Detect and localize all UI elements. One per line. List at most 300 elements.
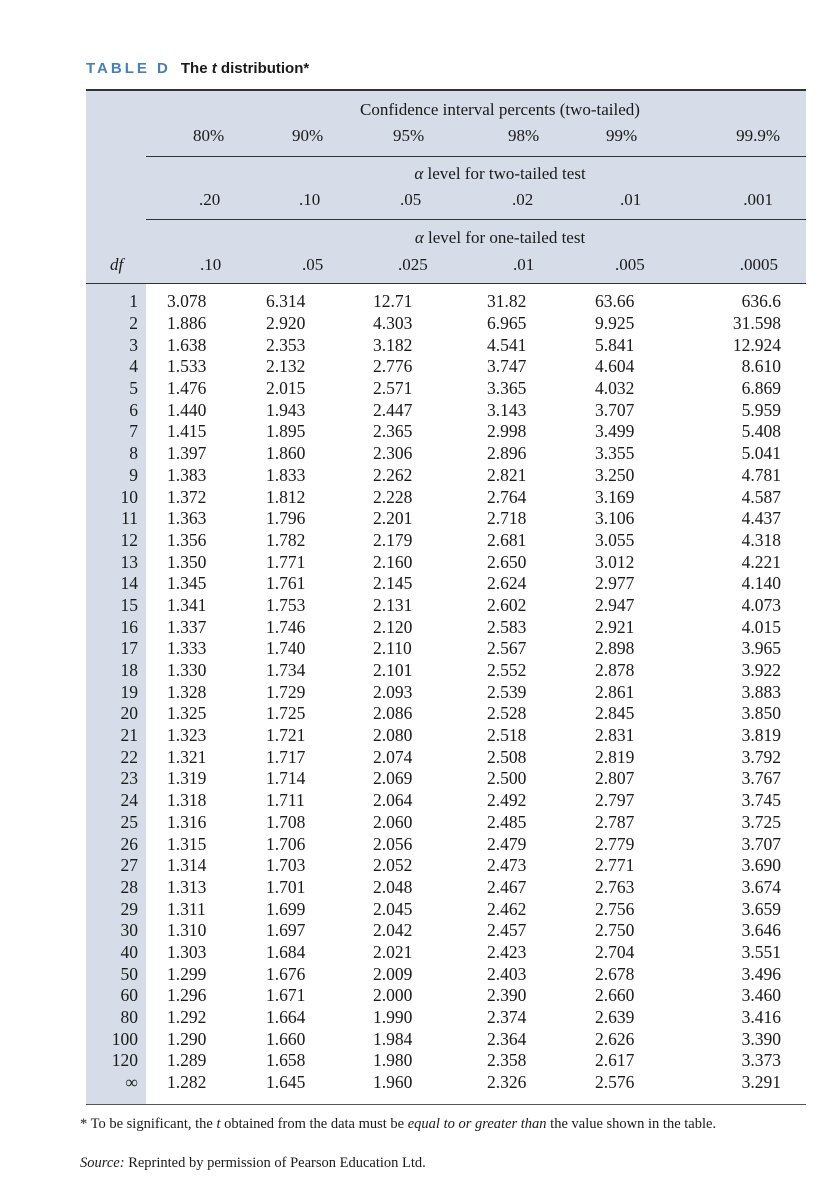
critical-value-cell: 2.704 — [595, 941, 635, 962]
critical-value-cell: 2.009 — [373, 963, 413, 984]
critical-value-cell: 2.086 — [373, 703, 413, 724]
critical-value-cell: 1.721 — [266, 725, 306, 746]
critical-value-cell: 2.660 — [595, 985, 635, 1006]
critical-value-cell: 2.132 — [266, 356, 306, 377]
critical-value-cell: 1.860 — [266, 443, 306, 464]
one-tailed-level-2: .025 — [398, 255, 428, 274]
critical-value-cell: 1.318 — [167, 790, 207, 811]
critical-value-cell: 1.699 — [266, 898, 306, 919]
critical-value-cell: 2.160 — [373, 551, 413, 572]
df-label: df — [110, 255, 124, 274]
table-row — [86, 573, 806, 595]
source-note: Source: Reprinted by permission of Pearson Education Ltd. — [80, 1155, 426, 1171]
critical-value-cell: 2.056 — [373, 833, 413, 854]
critical-value-cell: 2.807 — [595, 768, 635, 789]
critical-value-cell: 6.314 — [266, 291, 306, 312]
critical-value-cell: 1.356 — [167, 529, 207, 550]
critical-value-cell: 3.707 — [741, 833, 781, 854]
critical-value-cell: 1.684 — [266, 941, 306, 962]
critical-value-cell: 3.819 — [741, 725, 781, 746]
df-cell: 9 — [129, 464, 138, 485]
critical-value-cell: 2.467 — [487, 876, 527, 897]
table-row — [86, 399, 806, 421]
one-tailed-level-5: .0005 — [739, 255, 778, 274]
df-cell: 12 — [120, 529, 138, 550]
table-row — [86, 877, 806, 899]
critical-value-cell: 2.583 — [487, 616, 527, 637]
critical-value-cell: 2.110 — [373, 638, 412, 659]
critical-value-cell: 2.374 — [487, 1007, 527, 1028]
critical-value-cell: 2.000 — [373, 985, 413, 1006]
table-row — [86, 530, 806, 552]
table-row — [86, 443, 806, 465]
critical-value-cell: 3.416 — [741, 1007, 781, 1028]
table-row — [86, 551, 806, 573]
critical-value-cell: 3.012 — [595, 551, 635, 572]
table-row — [86, 855, 806, 877]
critical-value-cell: 1.282 — [167, 1072, 207, 1093]
critical-value-cell: 2.896 — [487, 443, 527, 464]
table-row — [86, 291, 806, 313]
critical-value-cell: 5.408 — [741, 421, 781, 442]
critical-value-cell: 1.638 — [167, 334, 207, 355]
df-cell: 3 — [129, 334, 138, 355]
critical-value-cell: 1.984 — [373, 1028, 413, 1049]
critical-value-cell: 4.587 — [741, 486, 781, 507]
top-rule — [86, 89, 806, 91]
df-cell: 16 — [120, 616, 138, 637]
critical-value-cell: 2.602 — [487, 594, 527, 615]
critical-value-cell: 2.821 — [487, 464, 527, 485]
table-row — [86, 486, 806, 508]
critical-value-cell: 2.977 — [595, 573, 635, 594]
critical-value-cell: 12.924 — [732, 334, 781, 355]
critical-value-cell: 3.143 — [487, 399, 527, 420]
critical-value-cell: 3.883 — [741, 681, 781, 702]
df-cell: 13 — [120, 551, 138, 572]
df-cell: 120 — [111, 1050, 138, 1071]
two-tailed-title: α level for two-tailed test — [414, 164, 586, 183]
critical-value-cell: 3.355 — [595, 443, 635, 464]
critical-value-cell: 1.310 — [167, 920, 207, 941]
header-bottom-rule — [86, 283, 806, 284]
critical-value-cell: 1.960 — [373, 1072, 413, 1093]
critical-value-cell: 1.943 — [266, 399, 306, 420]
critical-value-cell: 1.296 — [167, 985, 207, 1006]
critical-value-cell: 2.048 — [373, 876, 413, 897]
critical-value-cell: 1.397 — [167, 443, 207, 464]
critical-value-cell: 2.364 — [487, 1028, 527, 1049]
critical-value-cell: 2.567 — [487, 638, 527, 659]
critical-value-cell: 6.965 — [487, 313, 527, 334]
t-distribution-table — [86, 291, 806, 1093]
table-row — [86, 725, 806, 747]
critical-value-cell: 1.321 — [167, 746, 207, 767]
critical-value-cell: 3.767 — [741, 768, 781, 789]
critical-value-cell: 2.473 — [487, 855, 527, 876]
critical-value-cell: 2.462 — [487, 898, 527, 919]
df-cell: ∞ — [125, 1072, 138, 1093]
critical-value-cell: 2.479 — [487, 833, 527, 854]
two-tailed-rule — [146, 219, 806, 220]
critical-value-cell: 1.476 — [167, 378, 207, 399]
critical-value-cell: 2.093 — [373, 681, 413, 702]
critical-value-cell: 2.861 — [595, 681, 635, 702]
critical-value-cell: 2.617 — [595, 1050, 635, 1071]
df-cell: 23 — [120, 768, 138, 789]
critical-value-cell: 2.797 — [595, 790, 635, 811]
critical-value-cell: 1.740 — [266, 638, 306, 659]
critical-value-cell: 2.447 — [373, 399, 413, 420]
table-row — [86, 421, 806, 443]
table-row — [86, 898, 806, 920]
critical-value-cell: 1.533 — [167, 356, 207, 377]
critical-value-cell: 3.055 — [595, 529, 635, 550]
critical-value-cell: 2.776 — [373, 356, 413, 377]
critical-value-cell: 2.179 — [373, 529, 413, 550]
df-cell: 24 — [120, 790, 138, 811]
critical-value-cell: 1.717 — [266, 746, 306, 767]
critical-value-cell: 3.922 — [741, 660, 781, 681]
critical-value-cell: 1.415 — [167, 421, 207, 442]
critical-value-cell: 2.678 — [595, 963, 635, 984]
critical-value-cell: 1.363 — [167, 508, 207, 529]
confidence-title: Confidence interval percents (two-tailed) — [360, 100, 640, 119]
df-cell: 27 — [120, 855, 138, 876]
two-tailed-level-3: .02 — [512, 190, 534, 209]
critical-value-cell: 3.460 — [741, 985, 781, 1006]
table-title — [86, 60, 309, 77]
table-row — [86, 1050, 806, 1072]
df-cell: 50 — [120, 963, 138, 984]
table-row — [86, 356, 806, 378]
critical-value-cell: 2.500 — [487, 768, 527, 789]
table-row — [86, 746, 806, 768]
critical-value-cell: 1.676 — [266, 963, 306, 984]
critical-value-cell: 4.604 — [595, 356, 635, 377]
critical-value-cell: 1.350 — [167, 551, 207, 572]
critical-value-cell: 4.318 — [741, 529, 781, 550]
critical-value-cell: 3.674 — [741, 876, 781, 897]
critical-value-cell: 1.711 — [266, 790, 305, 811]
critical-value-cell: 3.496 — [741, 963, 781, 984]
table-row — [86, 595, 806, 617]
critical-value-cell: 2.015 — [266, 378, 306, 399]
critical-value-cell: 3.747 — [487, 356, 527, 377]
one-tailed-title: α level for one-tailed test — [414, 228, 586, 247]
table-row — [86, 378, 806, 400]
critical-value-cell: 1.725 — [266, 703, 306, 724]
critical-value-cell: 3.690 — [741, 855, 781, 876]
df-cell: 11 — [121, 508, 138, 529]
critical-value-cell: 3.365 — [487, 378, 527, 399]
table-row — [86, 313, 806, 335]
critical-value-cell: 1.812 — [266, 486, 306, 507]
critical-value-cell: 1.714 — [266, 768, 306, 789]
critical-value-cell: 1.796 — [266, 508, 306, 529]
critical-value-cell: 1.658 — [266, 1050, 306, 1071]
critical-value-cell: 2.145 — [373, 573, 413, 594]
critical-value-cell: 2.403 — [487, 963, 527, 984]
df-cell: 29 — [120, 898, 138, 919]
critical-value-cell: 3.250 — [595, 464, 635, 485]
confidence-level-4: 99% — [606, 126, 638, 145]
df-cell: 60 — [120, 985, 138, 1006]
critical-value-cell: 2.492 — [487, 790, 527, 811]
critical-value-cell: 2.750 — [595, 920, 635, 941]
df-cell: 20 — [120, 703, 138, 724]
critical-value-cell: 2.571 — [373, 378, 413, 399]
critical-value-cell: 3.659 — [741, 898, 781, 919]
df-cell: 1 — [129, 291, 138, 312]
critical-value-cell: 1.330 — [167, 660, 207, 681]
critical-value-cell: 2.060 — [373, 811, 413, 832]
df-cell: 28 — [120, 876, 138, 897]
two-tailed-level-2: .05 — [400, 190, 422, 209]
df-cell: 17 — [120, 638, 138, 659]
critical-value-cell: 3.499 — [595, 421, 635, 442]
critical-value-cell: 1.383 — [167, 464, 207, 485]
table-row — [86, 963, 806, 985]
bottom-rule — [86, 1104, 806, 1105]
df-cell: 18 — [120, 660, 138, 681]
critical-value-cell: 2.921 — [595, 616, 635, 637]
critical-value-cell: 3.725 — [741, 811, 781, 832]
critical-value-cell: 1.703 — [266, 855, 306, 876]
critical-value-cell: 1.734 — [266, 660, 306, 681]
critical-value-cell: 1.645 — [266, 1072, 306, 1093]
critical-value-cell: 1.313 — [167, 876, 207, 897]
critical-value-cell: 9.925 — [595, 313, 635, 334]
df-cell: 21 — [120, 725, 138, 746]
df-cell: 15 — [120, 594, 138, 615]
table-row — [86, 660, 806, 682]
critical-value-cell: 2.358 — [487, 1050, 527, 1071]
confidence-level-0: 80% — [193, 126, 225, 145]
critical-value-cell: 5.041 — [741, 443, 781, 464]
critical-value-cell: 2.457 — [487, 920, 527, 941]
critical-value-cell: 3.707 — [595, 399, 635, 420]
df-cell: 22 — [120, 746, 138, 767]
critical-value-cell: 3.106 — [595, 508, 635, 529]
critical-value-cell: 3.182 — [373, 334, 413, 355]
critical-value-cell: 2.120 — [373, 616, 413, 637]
critical-value-cell: 2.390 — [487, 985, 527, 1006]
table-row — [86, 1072, 806, 1094]
table-row — [86, 812, 806, 834]
critical-value-cell: 2.365 — [373, 421, 413, 442]
df-cell: 14 — [120, 573, 138, 594]
table-row — [86, 790, 806, 812]
critical-value-cell: 3.169 — [595, 486, 635, 507]
critical-value-cell: 2.021 — [373, 941, 413, 962]
critical-value-cell: 5.841 — [595, 334, 635, 355]
confidence-rule — [146, 156, 806, 157]
critical-value-cell: 2.763 — [595, 876, 635, 897]
critical-value-cell: 63.66 — [595, 291, 635, 312]
critical-value-cell: 2.326 — [487, 1072, 527, 1093]
critical-value-cell: 4.015 — [741, 616, 781, 637]
critical-value-cell: 2.228 — [373, 486, 413, 507]
critical-value-cell: 1.372 — [167, 486, 207, 507]
critical-value-cell: 1.292 — [167, 1007, 207, 1028]
table-row — [86, 920, 806, 942]
critical-value-cell: 2.650 — [487, 551, 527, 572]
df-cell: 2 — [129, 313, 138, 334]
critical-value-cell: 1.440 — [167, 399, 207, 420]
critical-value-cell: 4.541 — [487, 334, 527, 355]
table-row — [86, 703, 806, 725]
footnote: * To be significant, the t obtained from the data must be equal to or greater than the value shown in the table. — [80, 1116, 717, 1132]
critical-value-cell: 1.782 — [266, 529, 306, 550]
critical-value-cell: 1.333 — [167, 638, 207, 659]
one-tailed-level-4: .005 — [615, 255, 645, 274]
one-tailed-level-1: .05 — [302, 255, 324, 274]
critical-value-cell: 2.101 — [373, 660, 413, 681]
critical-value-cell: 3.390 — [741, 1028, 781, 1049]
critical-value-cell: 3.551 — [741, 941, 781, 962]
critical-value-cell: 1.328 — [167, 681, 207, 702]
critical-value-cell: 1.753 — [266, 594, 306, 615]
table-row — [86, 833, 806, 855]
critical-value-cell: 2.508 — [487, 746, 527, 767]
critical-value-cell: 2.718 — [487, 508, 527, 529]
df-cell: 19 — [120, 681, 138, 702]
df-cell: 30 — [120, 920, 138, 941]
table-row — [86, 638, 806, 660]
confidence-level-2: 95% — [393, 126, 425, 145]
df-cell: 26 — [120, 833, 138, 854]
table-row — [86, 985, 806, 1007]
critical-value-cell: 2.080 — [373, 725, 413, 746]
critical-value-cell: 2.045 — [373, 898, 413, 919]
critical-value-cell: 2.539 — [487, 681, 527, 702]
critical-value-cell: 2.131 — [373, 594, 413, 615]
critical-value-cell: 2.485 — [487, 811, 527, 832]
critical-value-cell: 2.681 — [487, 529, 527, 550]
critical-value-cell: 1.341 — [167, 594, 207, 615]
table-body — [86, 291, 806, 1093]
df-cell: 8 — [129, 443, 138, 464]
critical-value-cell: 1.311 — [167, 898, 206, 919]
critical-value-cell: 1.761 — [266, 573, 306, 594]
critical-value-cell: 1.323 — [167, 725, 207, 746]
critical-value-cell: 2.771 — [595, 855, 635, 876]
critical-value-cell: 1.325 — [167, 703, 207, 724]
critical-value-cell: 2.518 — [487, 725, 527, 746]
critical-value-cell: 2.306 — [373, 443, 413, 464]
critical-value-cell: 2.787 — [595, 811, 635, 832]
critical-value-cell: 3.965 — [741, 638, 781, 659]
critical-value-cell: 2.552 — [487, 660, 527, 681]
critical-value-cell: 6.869 — [741, 378, 781, 399]
critical-value-cell: 2.042 — [373, 920, 413, 941]
critical-value-cell: 1.290 — [167, 1028, 207, 1049]
table-row — [86, 768, 806, 790]
critical-value-cell: 2.262 — [373, 464, 413, 485]
confidence-level-5: 99.9% — [736, 126, 780, 145]
critical-value-cell: 3.373 — [741, 1050, 781, 1071]
one-tailed-level-3: .01 — [513, 255, 535, 274]
critical-value-cell: 1.303 — [167, 941, 207, 962]
critical-value-cell: 1.990 — [373, 1007, 413, 1028]
critical-value-cell: 1.886 — [167, 313, 207, 334]
critical-value-cell: 2.779 — [595, 833, 635, 854]
df-cell: 7 — [129, 421, 138, 442]
table-row — [86, 334, 806, 356]
critical-value-cell: 2.831 — [595, 725, 635, 746]
critical-value-cell: 4.303 — [373, 313, 413, 334]
two-tailed-level-1: .10 — [299, 190, 321, 209]
critical-value-cell: 4.032 — [595, 378, 635, 399]
critical-value-cell: 2.074 — [373, 746, 413, 767]
df-cell: 10 — [120, 486, 138, 507]
df-cell: 4 — [129, 356, 138, 377]
df-cell: 25 — [120, 811, 138, 832]
critical-value-cell: 1.299 — [167, 963, 207, 984]
critical-value-cell: 2.626 — [595, 1028, 635, 1049]
critical-value-cell: 2.423 — [487, 941, 527, 962]
critical-value-cell: 1.729 — [266, 681, 306, 702]
df-cell: 80 — [120, 1007, 138, 1028]
table-row — [86, 681, 806, 703]
critical-value-cell: 2.878 — [595, 660, 635, 681]
critical-value-cell: 2.764 — [487, 486, 527, 507]
critical-value-cell: 1.833 — [266, 464, 306, 485]
table-row — [86, 942, 806, 964]
critical-value-cell: 1.980 — [373, 1050, 413, 1071]
critical-value-cell: 1.771 — [266, 551, 306, 572]
critical-value-cell: 2.576 — [595, 1072, 635, 1093]
table-name: The t distribution* — [180, 60, 310, 77]
df-cell: 6 — [129, 399, 138, 420]
critical-value-cell: 1.315 — [167, 833, 207, 854]
two-tailed-level-4: .01 — [620, 190, 642, 209]
critical-value-cell: 2.756 — [595, 898, 635, 919]
table-row — [86, 1007, 806, 1029]
critical-value-cell: 1.708 — [266, 811, 306, 832]
critical-value-cell: 3.291 — [741, 1072, 781, 1093]
critical-value-cell: 1.664 — [266, 1007, 306, 1028]
df-cell: 5 — [129, 378, 138, 399]
critical-value-cell: 8.610 — [741, 356, 781, 377]
critical-value-cell: 1.671 — [266, 985, 306, 1006]
confidence-level-1: 90% — [292, 126, 324, 145]
critical-value-cell: 5.959 — [741, 399, 781, 420]
critical-value-cell: 12.71 — [373, 291, 413, 312]
table-row — [86, 508, 806, 530]
critical-value-cell: 636.6 — [741, 291, 781, 312]
table-row — [86, 465, 806, 487]
critical-value-cell: 1.319 — [167, 768, 207, 789]
critical-value-cell: 2.624 — [487, 573, 527, 594]
critical-value-cell: 2.069 — [373, 768, 413, 789]
critical-value-cell: 2.947 — [595, 594, 635, 615]
critical-value-cell: 1.701 — [266, 876, 306, 897]
critical-value-cell: 3.646 — [741, 920, 781, 941]
critical-value-cell: 4.073 — [741, 594, 781, 615]
critical-value-cell: 3.850 — [741, 703, 781, 724]
critical-value-cell: 2.845 — [595, 703, 635, 724]
confidence-level-3: 98% — [508, 126, 540, 145]
critical-value-cell: 2.920 — [266, 313, 306, 334]
critical-value-cell: 31.598 — [732, 313, 781, 334]
critical-value-cell: 4.781 — [741, 464, 781, 485]
critical-value-cell: 2.052 — [373, 855, 413, 876]
critical-value-cell: 1.895 — [266, 421, 306, 442]
critical-value-cell: 2.353 — [266, 334, 306, 355]
critical-value-cell: 4.437 — [741, 508, 781, 529]
